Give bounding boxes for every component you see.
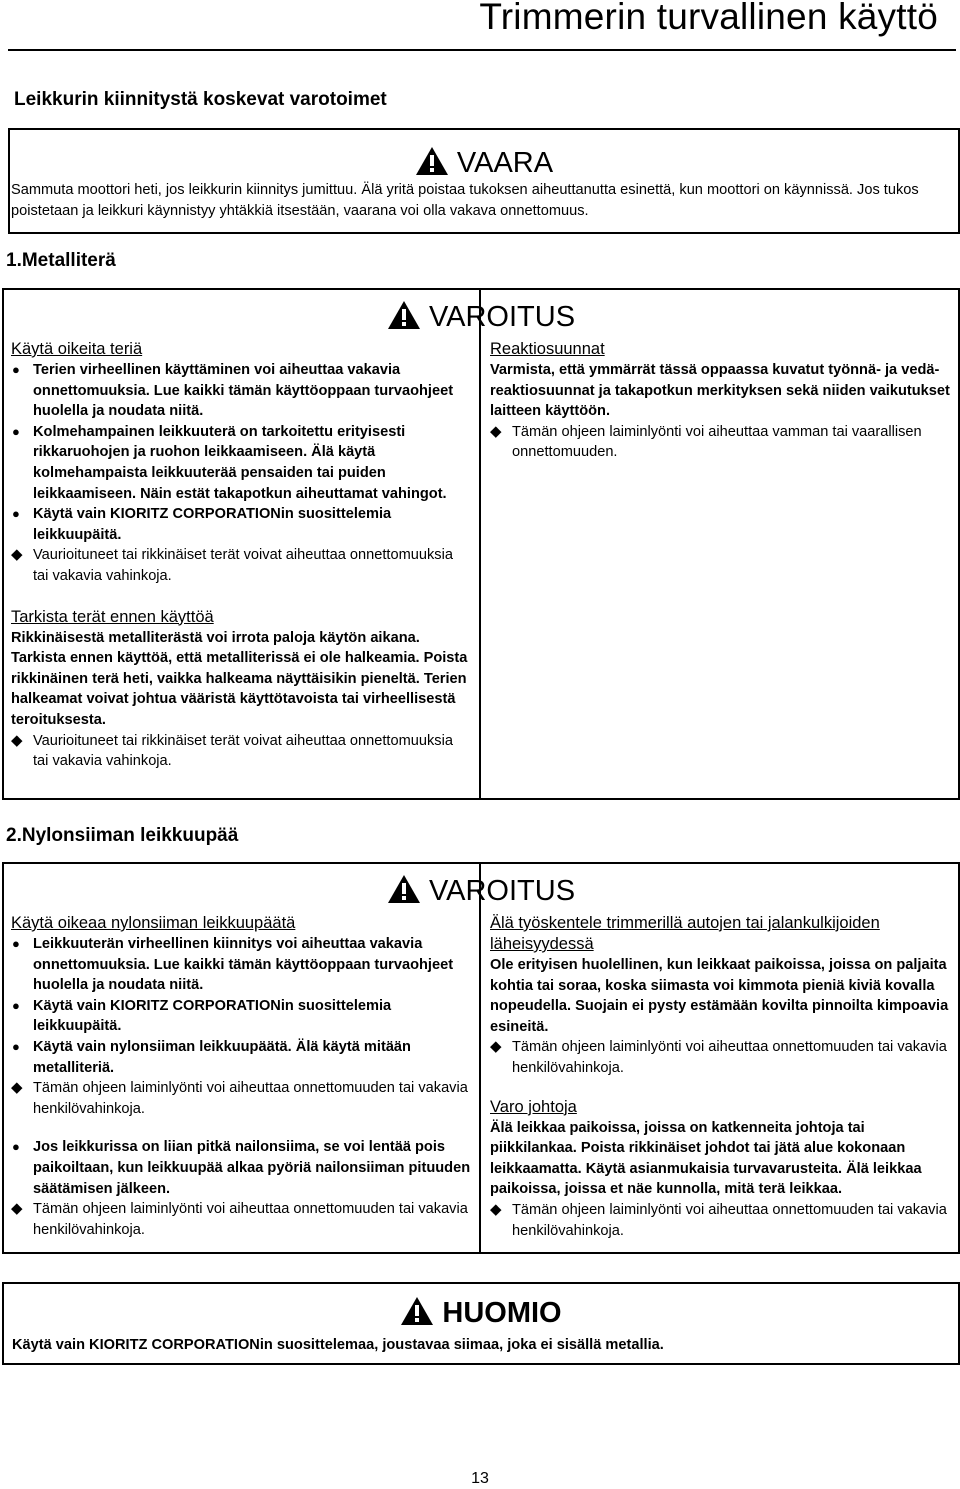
list-item: [11, 1037, 471, 1078]
metal-blade-heading: 1.Metalliterä: [6, 250, 116, 271]
bullet-icon: ●: [12, 423, 20, 439]
list-item: [11, 504, 471, 545]
list-item-text: Vaurioituneet tai rikkinäiset terät voivat aiheuttaa onnettomuuksia tai vakavia vahinkoja.: [33, 732, 453, 770]
list-item-text: Jos leikkurissa on liian pitkä nailonsiima, se voi lentää pois paikoiltaan, kun leikkuupää alkaa pyöriä nailonsiiman pituuden säätämisen jälkeen.: [33, 1139, 471, 1197]
bullet-icon: ●: [12, 997, 20, 1013]
list-item: [11, 422, 471, 504]
danger-box: [8, 128, 960, 234]
page-title: Trimmerin turvallinen käyttö: [479, 0, 938, 37]
list-item: [11, 1199, 471, 1240]
warning-triangle-icon: [387, 300, 421, 343]
nylon-head-heading: 2.Nylonsiiman leikkuupää: [6, 825, 239, 846]
bullet-icon: ●: [12, 362, 20, 377]
caution-signal: [4, 1296, 958, 1339]
list-item: [11, 934, 471, 996]
nylon-left-heading: Käytä oikeaa nylonsiiman leikkuupäätä: [11, 914, 296, 932]
wires-heading: Varo johtoja: [490, 1097, 577, 1116]
caution-signal-word: HUOMIO: [442, 1297, 562, 1329]
nylon-head-left-column: [11, 913, 471, 1240]
list-item-text: Käytä vain KIORITZ CORPORATIONin suosittelemia leikkuupäitä.: [33, 506, 392, 543]
list-item-text: Tämän ohjeen laiminlyönti voi aiheuttaa onnettomuuden tai vakavia henkilövahinkoja.: [33, 1201, 468, 1238]
list-item-text: Leikkuuterän virheellinen kiinnitys voi aiheuttaa vakavia onnettomuuksia. Lue kaikki tämän käyttöoppaan turvaohjeet huolella ja noudata niitä.: [33, 936, 454, 994]
check-blades-paragraph: Rikkinäisestä metalliterästä voi irrota paloja käytön aikana. Tarkista ennen käyttöä, että metalliterissä ei ole halkeamia. Poista rikkinäinen terä heti, vaikka halkeama näyttäisikin pieneltä. Terien halkeamat voivat johtua vääristä käyttötavoista tai virheellisestä teroituksesta.: [11, 629, 468, 728]
nylon-head-warning-box: [2, 862, 960, 1254]
diamond-bullet-icon: ◆: [11, 1079, 23, 1097]
diamond-bullet-icon: ◆: [11, 546, 23, 564]
list-item-text: Vaurioituneet tai rikkinäiset terät voivat aiheuttaa onnettomuuksia tai vakavia vahinkoja.: [33, 547, 453, 584]
diamond-bullet-icon: ◆: [490, 422, 502, 440]
nylon-head-right-column: [490, 913, 954, 1241]
warning-triangle-icon: [400, 1296, 434, 1339]
metal-blade-right-column: [490, 339, 954, 463]
metal-blade-warning-box: [2, 288, 960, 800]
list-item-text: Tämän ohjeen laiminlyönti voi aiheuttaa onnettomuuden tai vakavia henkilövahinkoja.: [33, 1080, 468, 1117]
diamond-bullet-icon: ◆: [11, 731, 23, 749]
bullet-icon: ●: [12, 1038, 20, 1054]
wires-paragraph: Älä leikkaa paikoissa, joissa on katkenneita johtoja tai piikkilankaa. Poista rikkinäiset johdot tai jätä alue kokonaan leikkaamatta. Käytä asianmukaisia turvavarusteita. Älä leikkaa paikoissa, joissa et näe kunnolla, mitä terä leikkaa.: [490, 1119, 922, 1198]
reaction-heading: Reaktiosuunnat: [490, 340, 605, 358]
metal-blade-left-heading: Käytä oikeita teriä: [11, 340, 143, 358]
diamond-bullet-icon: ◆: [11, 1200, 23, 1218]
list-item: [490, 1037, 954, 1078]
list-item: [11, 1137, 471, 1199]
list-item-text: Käytä vain KIORITZ CORPORATIONin suosittelemia leikkuupäitä.: [33, 997, 392, 1035]
warning-triangle-icon: [387, 874, 421, 917]
danger-signal-word: VAARA: [456, 147, 554, 179]
nylon-head-signal-word: VAROITUS: [428, 875, 576, 907]
caution-box: [2, 1282, 960, 1365]
page-number: 13: [471, 1470, 489, 1487]
metal-blade-signal-word: VAROITUS: [428, 301, 576, 333]
metal-blade-left-column: [11, 339, 471, 772]
list-item: [11, 731, 471, 772]
diamond-bullet-icon: ◆: [490, 1038, 502, 1056]
diamond-bullet-icon: ◆: [490, 1200, 502, 1218]
traffic-heading: Älä työskentele trimmerillä autojen tai jalankulkijoiden läheisyydessä: [490, 914, 880, 953]
list-item: [11, 1078, 471, 1119]
nylon-head-signal: [4, 874, 958, 917]
bullet-icon: ●: [12, 936, 20, 951]
list-item-text: Tämän ohjeen laiminlyönti voi aiheuttaa onnettomuuden tai vakavia henkilövahinkoja.: [512, 1201, 947, 1239]
column-divider: [479, 290, 481, 798]
list-item: [490, 422, 954, 463]
list-item-text: Tämän ohjeen laiminlyönti voi aiheuttaa onnettomuuden tai vakavia henkilövahinkoja.: [512, 1039, 947, 1076]
bullet-icon: ●: [12, 506, 20, 522]
column-divider: [479, 864, 481, 1252]
section-heading: Leikkurin kiinnitystä koskevat varotoimet: [14, 89, 387, 110]
list-item-text: Tämän ohjeen laiminlyönti voi aiheuttaa vamman tai vaarallisen onnettomuuden.: [512, 423, 922, 461]
list-item-text: Terien virheellinen käyttäminen voi aiheuttaa vakavia onnettomuuksia. Lue kaikki tämän käyttöoppaan turvaohjeet huolella ja noudata niitä.: [33, 362, 454, 420]
check-blades-heading: Tarkista terät ennen käyttöä: [11, 607, 214, 626]
list-item: [11, 360, 471, 422]
title-rule: [8, 49, 956, 51]
list-item-text: Kolmehampainen leikkuuterä on tarkoitettu erityisesti rikkaruohojen ja ruohon leikkaamiseen. Älä käytä kolmehampaista leikkuuterää pensaiden tai puiden leikkaamiseen. Näin estät takapotkun aiheuttamat vahingot.: [33, 423, 447, 502]
list-item-text: Käytä vain nylonsiiman leikkuupäätä. Älä käytä mitään metalliteriä.: [33, 1038, 411, 1076]
list-item: [11, 545, 471, 586]
bullet-icon: ●: [12, 1139, 20, 1155]
traffic-paragraph: Ole erityisen huolellinen, kun leikkaat paikoissa, joissa on paljaita kohtia tai soraa, koska siimasta voi kimmota pieniä kiviä kovalla nopeudella. Suojain ei pysty estämään kovilta pinnoilta kimpoavia esineitä.: [490, 957, 949, 1035]
list-item: [490, 1200, 954, 1241]
list-item: [11, 996, 471, 1037]
reaction-paragraph: Varmista, että ymmärrät tässä oppaassa kuvatut työnnä- ja vedä-reaktiosuunnat ja takapotkun merkityksen sekä niiden vaikutukset laitteen käyttöön.: [490, 362, 950, 420]
caution-text: Käytä vain KIORITZ CORPORATIONin suosittelemaa, joustavaa siimaa, joka ei sisällä metallia.: [12, 1337, 664, 1353]
metal-blade-signal: [4, 300, 958, 343]
danger-text: Sammuta moottori heti, jos leikkurin kiinnitys jumittuu. Älä yritä poistaa tukoksen aiheuttanutta esinettä, kun moottori on käynnissä. Jos tukos poistetaan ja leikkuri käynnistyy yhtäkkiä itsestään, vaarana voi olla vakava onnettomuus.: [11, 182, 919, 219]
